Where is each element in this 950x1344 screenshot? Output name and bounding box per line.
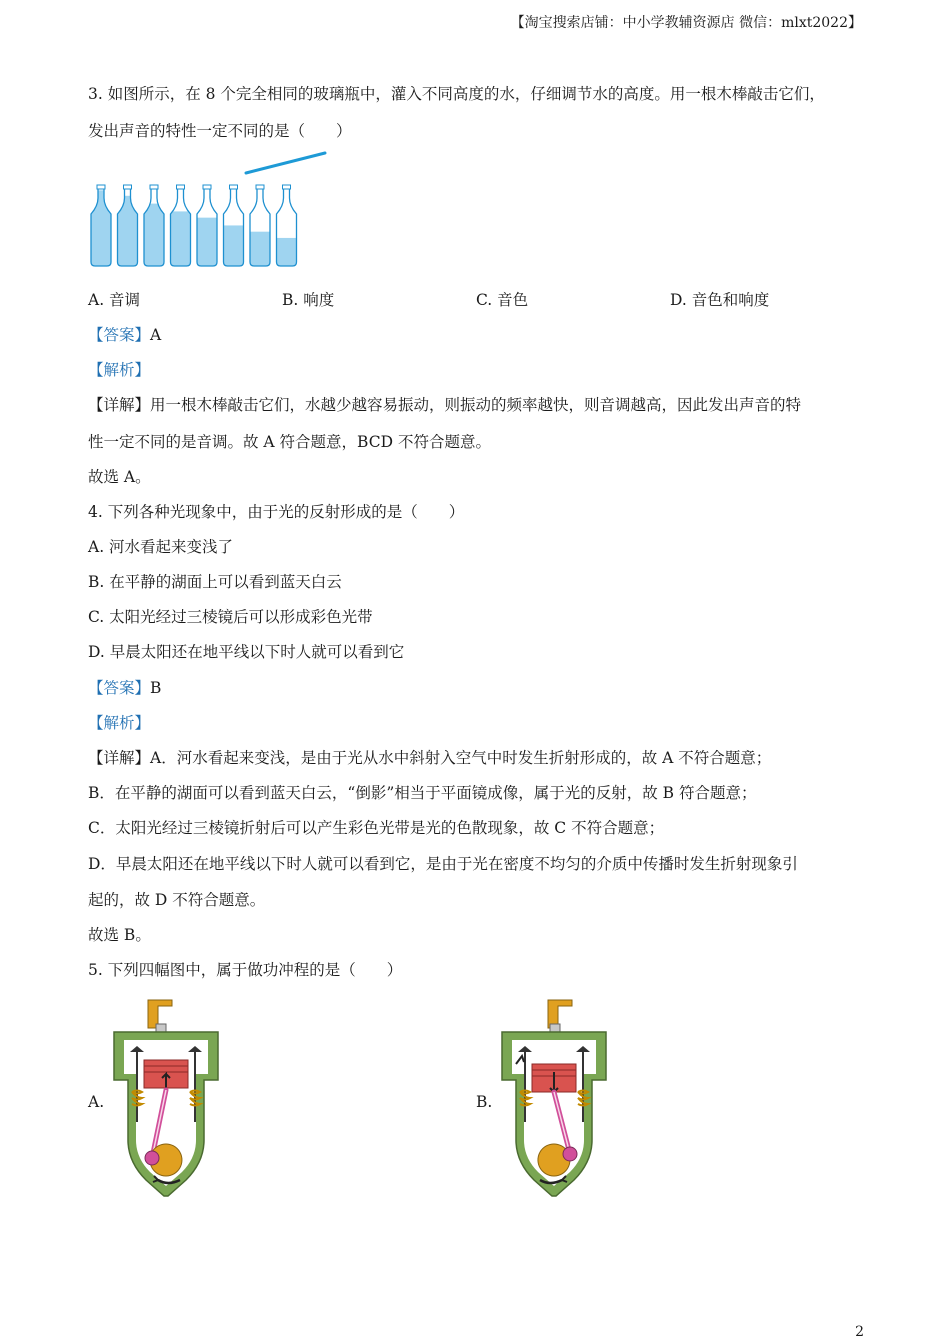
q4-detail-tag: 【详解】 — [88, 749, 151, 767]
q4-option-c: C. 太阳光经过三棱镜后可以形成彩色光带 — [88, 608, 373, 626]
q3-option-d: D. 音色和响度 — [670, 291, 770, 309]
q4-conclusion: 故选 B。 — [88, 926, 151, 944]
q3-answer-line — [88, 323, 161, 345]
q4-analysis-tag: 【解析】 — [88, 714, 151, 732]
q5-label-a: A. — [88, 1093, 105, 1111]
bottle-2 — [116, 185, 140, 270]
bottle-7 — [248, 185, 272, 270]
bottle-water-5 — [195, 218, 219, 270]
q4-option-a: A. 河水看起来变浅了 — [88, 538, 234, 556]
q4-answer: B — [150, 679, 162, 697]
bottle-8 — [275, 185, 299, 270]
bottle-4 — [169, 185, 193, 270]
bottle-water-6 — [222, 225, 246, 270]
q4-detail-c: C．太阳光经过三棱镜折射后可以产生彩色光带是光的色散现象，故 C 不符合题意； — [88, 819, 665, 837]
q3-detail-text1: 用一根木棒敲击它们，水越少越容易振动，则振动的频率越快，则音调越高，因此发出声音的特 — [150, 396, 802, 414]
bottle-water-7 — [248, 232, 272, 270]
q4-answer-line — [88, 676, 161, 698]
q5-label-b: B. — [476, 1093, 493, 1111]
q4-detail-d1: D．早晨太阳还在地平线以下时人就可以看到它，是由于光在密度不均匀的介质中传播时发生折射现象引 — [88, 855, 798, 873]
q3-answer-tag: 【答案】 — [88, 326, 151, 344]
q4-detail-b: B．在平静的湖面可以看到蓝天白云，“倒影”相当于平面镜成像，属于光的反射，故 B 符合题意； — [88, 784, 757, 802]
page-number: 2 — [855, 1324, 864, 1340]
q3-option-b: B. 响度 — [282, 291, 335, 309]
q5-stem: 5. 下列四幅图中，属于做功冲程的是（ ） — [88, 961, 403, 979]
q4-detail-a — [88, 746, 771, 768]
q3-conclusion: 故选 A。 — [88, 468, 151, 486]
bottle-water-2 — [116, 196, 140, 270]
q4-option-b: B. 在平静的湖面上可以看到蓝天白云 — [88, 573, 342, 591]
q4-detail-d2: 起的，故 D 不符合题意。 — [88, 891, 266, 909]
bottle-6 — [222, 185, 246, 270]
bottle-5 — [195, 185, 219, 270]
bottle-1 — [89, 185, 113, 270]
q3-stem-line1: 3. 如图所示，在 8 个完全相同的玻璃瓶中，灌入不同高度的水，仔细调节水的高度。用一根木棒敲击它们， — [88, 85, 825, 103]
q3-detail-line2: 性一定不同的是音调。故 A 符合题意，BCD 不符合题意。 — [88, 433, 491, 451]
wooden-stick — [246, 153, 325, 173]
q4-answer-tag: 【答案】 — [88, 679, 151, 697]
q3-analysis-tag: 【解析】 — [88, 361, 151, 379]
q4-detail-a-text: A．河水看起来变浅，是由于光从水中斜射入空气中时发生折射形成的，故 A 不符合题意； — [150, 749, 772, 767]
engine-diagram-b — [496, 994, 612, 1200]
bottle-water-3 — [142, 204, 166, 270]
q3-option-a: A. 音调 — [88, 291, 141, 309]
bottle-water-4 — [169, 211, 193, 270]
q3-answer: A — [150, 326, 162, 344]
q4-stem: 4. 下列各种光现象中，由于光的反射形成的是（ ） — [88, 503, 465, 521]
q4-option-d: D. 早晨太阳还在地平线以下时人就可以看到它 — [88, 643, 405, 661]
q3-option-c: C. 音色 — [476, 291, 529, 309]
engine-diagram-a — [108, 994, 224, 1200]
q3-bottles-figure — [88, 148, 338, 270]
q3-detail-tag: 【详解】 — [88, 396, 151, 414]
q3-detail-line1 — [88, 393, 801, 415]
bottle-3 — [142, 185, 166, 270]
bottle-water-1 — [89, 190, 113, 270]
q3-stem-line2: 发出声音的特性一定不同的是（ ） — [88, 122, 352, 140]
header-banner: 【淘宝搜索店铺：中小学教辅资源店 微信：mlxt2022】 — [510, 15, 862, 31]
